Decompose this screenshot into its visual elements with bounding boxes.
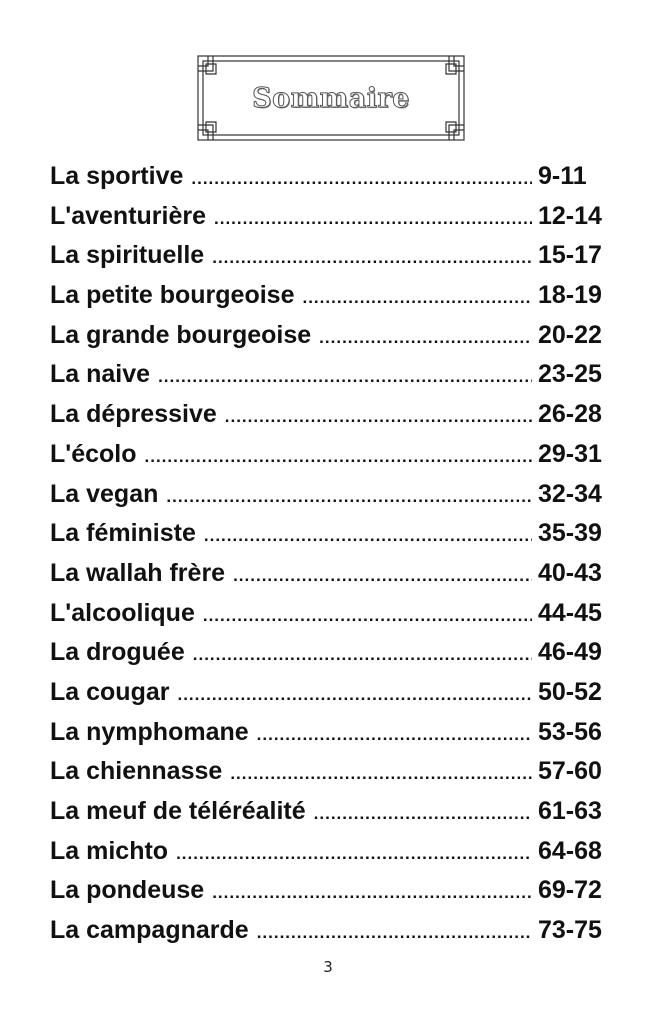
toc-entry-label: L'aventurière: [50, 201, 207, 230]
toc-entry-label: La wallah frère: [50, 558, 226, 587]
toc-entry-pages: 29-31: [538, 439, 602, 468]
toc-entry-label: La cougar: [50, 677, 170, 706]
toc-entry: [50, 916, 616, 956]
toc-entry: [50, 360, 616, 400]
toc-entry: [50, 321, 616, 361]
page-number: 3: [323, 958, 333, 976]
toc-entry-label: La michto: [50, 836, 169, 865]
toc-entry-label: La grande bourgeoise: [50, 320, 312, 349]
dot-leader: [145, 447, 532, 467]
toc-entry: [50, 876, 616, 916]
toc-entry-pages: 46-49: [538, 638, 602, 667]
toc-entry-label: La nymphomane: [50, 717, 249, 746]
toc-entry-pages: 50-52: [538, 677, 602, 706]
dot-leader: [166, 487, 532, 507]
toc-entry-pages: 53-56: [538, 717, 602, 746]
dot-leader: [314, 804, 532, 824]
toc-entry: [50, 757, 616, 797]
dot-leader: [204, 526, 532, 546]
toc-entry-label: La droguée: [50, 638, 185, 667]
toc-entry-pages: 64-68: [538, 836, 602, 865]
dot-leader: [214, 209, 532, 229]
dot-leader: [212, 883, 532, 903]
toc-entry-pages: 12-14: [538, 201, 602, 230]
dot-leader: [225, 407, 532, 427]
toc-entry-pages: 23-25: [538, 360, 602, 389]
dot-leader: [193, 645, 532, 665]
toc-entry-pages: 40-43: [538, 558, 602, 587]
toc-entry-pages: 73-75: [538, 916, 602, 945]
table-of-contents: [50, 162, 616, 956]
dot-leader: [233, 566, 532, 586]
dot-leader: [230, 764, 532, 784]
toc-entry-label: L'alcoolique: [50, 598, 195, 627]
toc-entry-label: La meuf de téléréalité: [50, 797, 306, 825]
dot-leader: [158, 367, 532, 387]
toc-entry-pages: 18-19: [538, 281, 602, 310]
toc-entry: [50, 241, 616, 281]
toc-entry-label: La petite bourgeoise: [50, 281, 295, 310]
toc-entry: [50, 440, 616, 480]
toc-entry: [50, 599, 616, 639]
toc-entry-label: La pondeuse: [50, 876, 205, 905]
toc-entry-pages: 20-22: [538, 320, 602, 349]
toc-entry-pages: 15-17: [538, 241, 602, 270]
toc-entry-label: La naive: [50, 360, 151, 389]
toc-entry: [50, 678, 616, 718]
toc-entry: [50, 400, 616, 440]
toc-entry-pages: 9-11: [538, 162, 587, 190]
dot-leader: [176, 844, 532, 864]
dot-leader: [319, 328, 532, 348]
toc-entry-label: La spirituelle: [50, 241, 205, 270]
toc-entry: [50, 162, 616, 202]
toc-entry-pages: 26-28: [538, 400, 602, 429]
toc-entry: [50, 281, 616, 321]
toc-entry-label: L'écolo: [50, 439, 137, 468]
toc-entry: [50, 202, 616, 242]
dot-leader: [177, 685, 532, 705]
toc-entry-label: La sportive: [50, 162, 184, 190]
toc-entry-label: La dépressive: [50, 400, 217, 429]
toc-entry-label: La vegan: [50, 479, 159, 508]
toc-entry-label: La féministe: [50, 519, 196, 548]
toc-entry: [50, 480, 616, 520]
toc-entry-pages: 57-60: [538, 757, 602, 786]
dot-leader: [191, 169, 532, 189]
dot-leader: [257, 923, 532, 943]
dot-leader: [212, 248, 532, 268]
toc-entry: [50, 559, 616, 599]
toc-entry: [50, 519, 616, 559]
toc-entry-pages: 61-63: [538, 797, 602, 825]
toc-entry: [50, 797, 616, 837]
dot-leader: [257, 725, 532, 745]
toc-entry-pages: 44-45: [538, 598, 602, 627]
dot-leader: [203, 606, 532, 626]
toc-entry-pages: 35-39: [538, 519, 602, 548]
toc-entry-pages: 32-34: [538, 479, 602, 508]
toc-entry: [50, 638, 616, 678]
toc-entry-label: La campagnarde: [50, 916, 249, 945]
dot-leader: [302, 288, 532, 308]
toc-entry-label: La chiennasse: [50, 757, 223, 786]
toc-entry-pages: 69-72: [538, 876, 602, 905]
toc-entry: [50, 837, 616, 877]
toc-entry: [50, 718, 616, 758]
title-frame: [196, 54, 466, 142]
page-title: Sommaire: [252, 82, 410, 114]
